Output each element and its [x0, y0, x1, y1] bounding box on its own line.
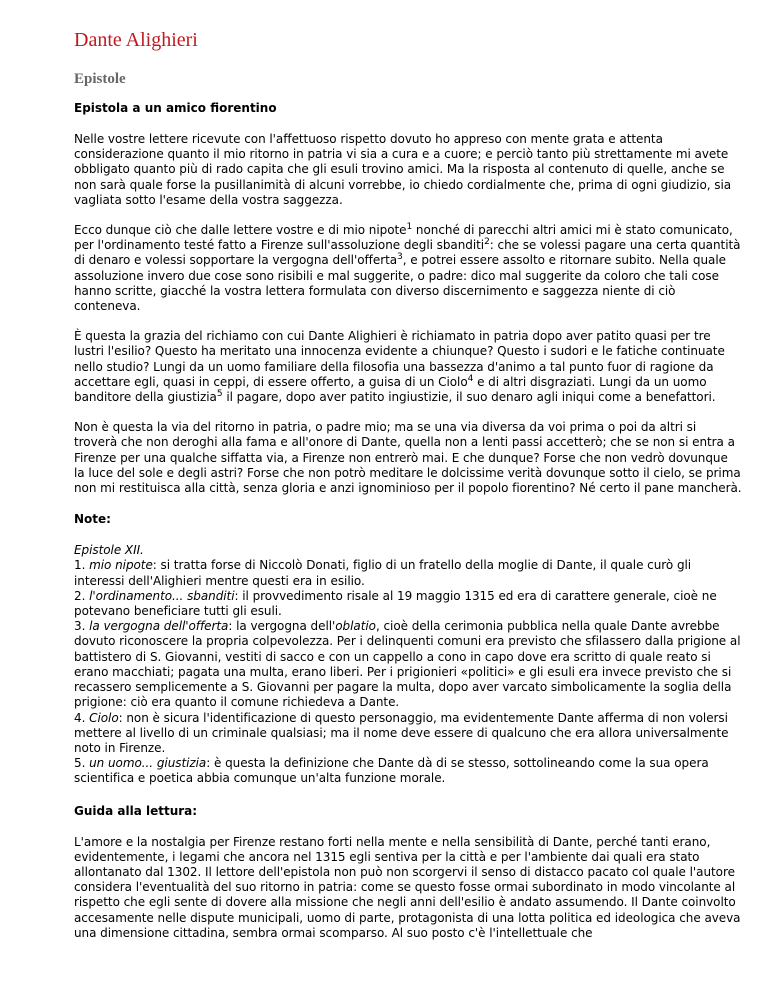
note-number: 1.	[74, 558, 90, 573]
footnote-ref-1[interactable]: 1	[406, 222, 413, 233]
source-ref: Epistole XII.	[74, 543, 144, 558]
letter-title: Epistola a un amico fiorentino	[74, 101, 277, 115]
section-heading: Epistole	[74, 71, 126, 87]
paragraph-3	[74, 329, 742, 405]
note-text: : non è sicura l'identificazione di questo personaggio, ma evidentemente Dante afferma di non volersi mettere al livello di un criminale qualsiasi; ma il nome deve essere di qualcuno che era allora universalmente noto in Firenze.	[74, 710, 729, 755]
paragraph-2	[74, 223, 742, 314]
footnote-ref-4[interactable]: 4	[467, 373, 474, 384]
note-5	[74, 756, 742, 786]
note-term: l'ordinamento... sbanditi	[89, 588, 235, 603]
text-span: e di altri disgraziati. Lungi da un uomo banditore della giustizia	[74, 374, 707, 405]
author-heading: Dante Alighieri	[74, 29, 198, 51]
text-span: nonché di parecchi altri amici mi è stato comunicato, per l'ordinamento testé fatto a Firenze sull'assoluzione degli sbanditi	[74, 223, 733, 253]
note-text: , cioè della cerimonia pubblica nella quale Dante avrebbe dovuto riconoscere la propria colpevolezza. Per i delinquenti comuni era previsto che sfilassero dalla prigione al battistero di S. Giovanni, vestiti di sacco e con un cappello a cono in capo dove era scritto di quale reato si erano macchiati; pagata una multa, erano liberi. Per i prigionieri «politici» e gli esuli era invece previsto che si recassero semplicemente a S. Giovanni per pagare la multa, dopo aver varcato simbolicamente la soglia della prigione: ciò era quanto il comune richiedeva a Dante.	[74, 619, 741, 710]
footnote-ref-5[interactable]: 5	[216, 389, 223, 400]
note-text: : il provvedimento risale al 19 maggio 1315 ed era di carattere generale, cioè ne potevano beneficiare tutti gli esuli.	[74, 588, 717, 619]
note-number: 4.	[74, 710, 90, 725]
note-term: un uomo... giustizia	[89, 756, 207, 771]
paragraph-1: Nelle vostre lettere ricevute con l'affettuoso rispetto dovuto ho appreso con mente grata e attenta considerazione quanto il mio ritorno in patria vi sia a cura e a cuore; e perciò tanto più strettamente mi avete obbligato quanto più di rado capita che gli esuli trovino amici. Ma la risposta al contenuto di quelle, anche se non sarà quale forse la pusillanimità di alcuni vorrebbe, io chiedo cordialmente che, prima di ogni giudizio, sia vagliata sotto l'esame della vostra saggezza.	[74, 132, 732, 207]
footnote-ref-3[interactable]: 3	[397, 252, 403, 263]
notes-list	[74, 543, 742, 786]
note-text: : è questa la definizione che Dante dà di se stesso, sottolineando come la sua opera scientifica e poetica abbia comunque un'alta funzione morale.	[74, 756, 709, 786]
notes-heading: Note:	[74, 512, 111, 527]
text-span: , e potrei essere assolto e ritornare subito. Nella quale assoluzione invero due cose sono risibili e mal suggerite, o padre: dico mal suggerite da coloro che tali cose hanno scritte, giacché la vostra lettera formulata con diverso discernimento e saggezza niente di ciò conteneva.	[74, 253, 726, 314]
text-span: il pagare, dopo aver patito ingiustizie, il suo denaro agli iniqui come a benefattori.	[222, 390, 716, 405]
note-1	[74, 558, 742, 588]
note-number: 2.	[74, 588, 90, 603]
note-text: : la vergogna dell'	[228, 619, 336, 634]
text-span: È questa la grazia del richiamo con cui Dante Alighieri è richiamato in patria dopo aver patito quasi per tre lustri l'esilio? Questo ha meritato una innocenza evidente a chiunque? Questo i sudori e le fatiche continuate nello studio? Lungi da un uomo familiare della filosofia una bassezza d'animo a tal punto fuor di ragione da accettare egli, quasi in ceppi, di essere offerto, a guisa di un Ciolo	[74, 329, 725, 389]
document-page	[74, 28, 742, 956]
guide-heading: Guida alla lettura:	[74, 803, 198, 818]
text-span: : che se volessi pagare una certa quantità di denaro e volessi sopportare la vergogna dell'offerta	[74, 238, 741, 268]
note-term: oblatio	[335, 619, 376, 634]
note-term: Ciolo	[89, 710, 119, 725]
text-span: Ecco dunque ciò che dalle lettere vostre e di mio nipote	[74, 223, 407, 238]
note-number: 3.	[74, 619, 90, 634]
footnote-ref-2[interactable]: 2	[484, 237, 490, 248]
notes-source	[74, 543, 742, 558]
note-term: mio nipote	[89, 558, 153, 573]
note-3	[74, 619, 742, 710]
guide-paragraph: L'amore e la nostalgia per Firenze restano forti nella mente e nella sensibilità di Dante, perché tanti erano, evidentemente, i legami che ancora nel 1315 egli sentiva per la città e per l'ambiente dai quali era stato allontanato dal 1302. Il lettore dell'epistola non può non scorgervi il senso di distacco pacato col quale l'autore considera l'eventualità del suo ritorno in patria: come se questo fosse ormai subordinato in modo vincolante al rispetto che egli sente di dovere alla missione che negli anni dell'esilio è andato assumendo. Il Dante coinvolto accesamente nelle dispute municipali, uomo di parte, protagonista di una lotta politica ed ideologica che aveva una dimensione cittadina, sembra ormai scomparso. Al suo posto c'è l'intellettuale che	[74, 834, 741, 940]
note-number: 5.	[74, 756, 90, 771]
note-text: : si tratta forse di Niccolò Donati, figlio di un fratello della moglie di Dante, il quale curò gli interessi dell'Alighieri mentre questi era in esilio.	[74, 558, 692, 588]
note-4	[74, 711, 742, 757]
paragraph-4: Non è questa la via del ritorno in patria, o padre mio; ma se una via diversa da voi prima o poi da altri si troverà che non deroghi alla fama e all'onore di Dante, quella non a lenti passi accetterò; che se non si entra a Firenze per una qualche siffatta via, a Firenze non entrerò mai. E che dunque? Forse che non vedrò dovunque la luce del sole e degli astri? Forse che non potrò meditare le dolcissime verità dovunque sotto il cielo, se prima non mi restituisca alla città, senza gloria e anzi ignominioso per il popolo fiorentino? Né certo il pane mancherà.	[74, 420, 742, 496]
note-term: la vergogna dell'offerta	[89, 619, 229, 634]
note-2	[74, 589, 742, 619]
